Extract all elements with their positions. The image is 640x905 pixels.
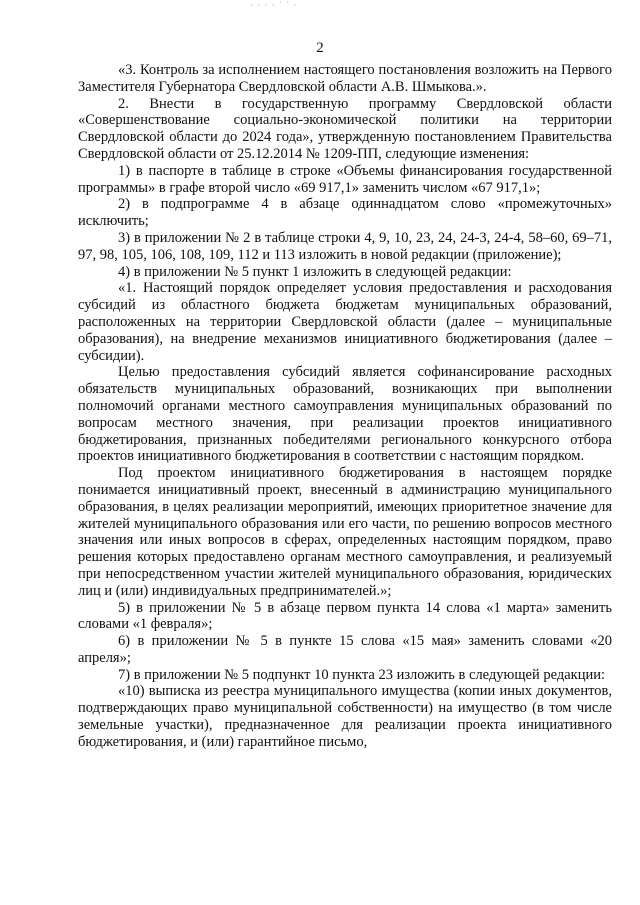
paragraph-change-3: 3) в приложении № 2 в таблице строки 4, 9, 10, 23, 24, 24-3, 24-4, 58–60, 69–71, 97, 98, 105, 106, 108, 109, 112 и 113 изложить в новой редакции (приложение); (78, 229, 612, 263)
document-body (78, 62, 612, 751)
scan-artifact-marks: · · · · ˙ ˙ · (250, 0, 298, 10)
paragraph-change-1: 1) в паспорте в таблице в строке «Объемы финансирования государственной программы» в графе второй число «69 917,1» заменить числом «67 917,1»; (78, 162, 612, 196)
paragraph-item-2-intro: 2. Внести в государственную программу Свердловской области «Совершенствование социально-экономической политики на территории Свердловской области до 2024 года», утвержденную постановлением Правительства Свердловской области от 25.12.2014 № 1209-ПП, следующие изменения: (78, 95, 612, 162)
paragraph-control-clause: «3. Контроль за исполнением настоящего постановления возложить на Первого Заместителя Губернатора Свердловской области А.В. Шмыкова.». (78, 62, 612, 95)
paragraph-project-definition: Под проектом инициативного бюджетирования в настоящем порядке понимается инициативный проект, внесенный в администрацию муниципального образования, в целях реализации мероприятий, имеющих приоритетное значение для жителей муниципального образования или его части, по решению вопросов местного значения или иных вопросов в сферах, определенных настоящим порядком, право решения которых предоставлено органам местного самоуправления, и реализуемый при непосредственном участии жителей муниципального образования, юридических лиц и (или) индивидуальных предпринимателей.»; (78, 465, 612, 599)
paragraph-change-5: 5) в приложении № 5 в абзаце первом пункта 14 слова «1 марта» заменить словами «1 февраля»; (78, 599, 612, 633)
paragraph-change-6: 6) в приложении № 5 в пункте 15 слова «15 мая» заменить словами «20 апреля»; (78, 633, 612, 666)
paragraph-subsidy-purpose: Целью предоставления субсидий является софинансирование расходных обязательств муниципальных образований, возникающих при выполнении полномочий органами местного самоуправления муниципальных образований по вопросам местного значения, при реализации проектов инициативного бюджетирования, признанных победителями регионального конкурсного отбора проектов инициативного бюджетирования в соответствии с настоящим порядком. (78, 364, 612, 465)
paragraph-change-2: 2) в подпрограмме 4 в абзаце одиннадцатом слово «промежуточных» исключить; (78, 196, 612, 230)
paragraph-change-4: 4) в приложении № 5 пункт 1 изложить в следующей редакции: (118, 263, 512, 280)
paragraph-quoted-point-1: «1. Настоящий порядок определяет условия предоставления и расходования субсидий из областного бюджета бюджетам муниципальных образований, расположенных на территории Свердловской области (далее – муниципальные образования), на внедрение механизмов инициативного бюджетирования (далее – субсидии). (78, 280, 612, 364)
page-number: 2 (316, 40, 324, 56)
paragraph-quoted-subitem-10: «10) выписка из реестра муниципального имущества (копии иных документов, подтверждающих право муниципальной собственности) на имущество (в том числе земельные участки), предназначенное для реализации проекта инициативного бюджетирования, и (или) гарантийное письмо, (78, 683, 612, 750)
paragraph-change-7: 7) в приложении № 5 подпункт 10 пункта 23 изложить в следующей редакции: (118, 666, 606, 683)
